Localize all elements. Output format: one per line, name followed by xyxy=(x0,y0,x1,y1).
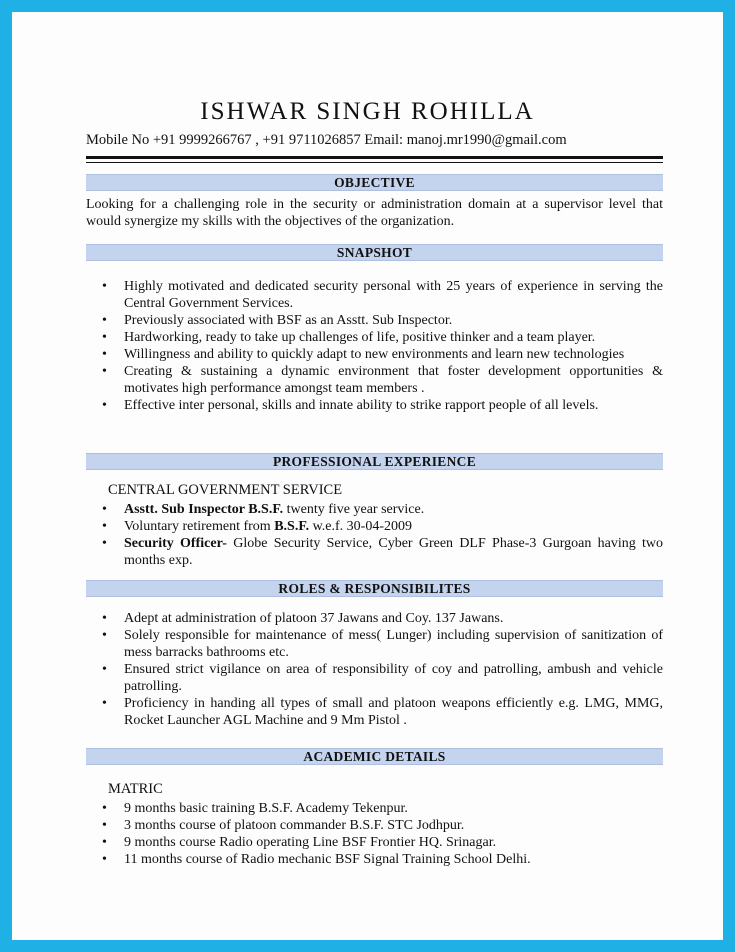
list-item: • Willingness and ability to quickly adapt to new environments and learn new technologies xyxy=(124,346,663,363)
academic-subheading: MATRIC xyxy=(108,781,163,797)
header-rule-thin xyxy=(86,162,663,163)
section-header-roles: ROLES & RESPONSIBILITES xyxy=(86,580,663,597)
list-item: • 11 months course of Radio mechanic BSF Signal Training School Delhi. xyxy=(124,851,663,868)
experience-org: B.S.F. xyxy=(274,519,310,534)
list-item: • 3 months course of platoon commander B.S.F. STC Jodhpur. xyxy=(124,817,663,834)
list-item: • Adept at administration of platoon 37 Jawans and Coy. 137 Jawans. xyxy=(124,610,663,627)
experience-prefix: Voluntary retirement from xyxy=(124,519,275,534)
list-item: • Highly motivated and dedicated security personal with 25 years of experience in serving the Central Government Services. xyxy=(124,278,663,312)
section-header-objective: OBJECTIVE xyxy=(86,174,663,191)
list-item xyxy=(124,518,663,535)
snapshot-list xyxy=(124,278,663,414)
list-item: • Solely responsible for maintenance of mess( Lunger) including supervision of sanitization of mess barracks bathrooms etc. xyxy=(124,627,663,661)
list-item: • Proficiency in handing all types of small and platoon weapons efficiently e.g. LMG, MMG, Rocket Launcher AGL Machine and 9 Mm Pistol . xyxy=(124,695,663,729)
list-item: • 9 months course Radio operating Line BSF Frontier HQ. Srinagar. xyxy=(124,834,663,851)
roles-list xyxy=(124,610,663,729)
list-item: • Effective inter personal, skills and innate ability to strike rapport people of all levels. xyxy=(124,397,663,414)
resume-page xyxy=(12,12,723,940)
candidate-name: ISHWAR SINGH ROHILLA xyxy=(200,98,535,125)
list-item: • Previously associated with BSF as an Asstt. Sub Inspector. xyxy=(124,312,663,329)
experience-role: Security Officer- xyxy=(124,536,227,551)
experience-list xyxy=(124,501,663,569)
list-item: • 9 months basic training B.S.F. Academy Tekenpur. xyxy=(124,800,663,817)
header-rule-thick xyxy=(86,156,663,159)
list-item: • Hardworking, ready to take up challenges of life, positive thinker and a team player. xyxy=(124,329,663,346)
section-header-academic: ACADEMIC DETAILS xyxy=(86,748,663,765)
list-item: • Creating & sustaining a dynamic environment that foster development opportunities & motivates high performance amongst team members . xyxy=(124,363,663,397)
experience-role: Asstt. Sub Inspector B.S.F. xyxy=(124,502,284,517)
list-item xyxy=(124,501,663,518)
academic-list xyxy=(124,800,663,868)
experience-detail: Globe Security Service, Cyber Green DLF Phase-3 Gurgoan having two months exp. xyxy=(124,536,664,568)
objective-text: Looking for a challenging role in the security or administration domain at a supervisor level that would synergize my skills with the objectives of the organization. xyxy=(86,197,663,229)
employer-name: CENTRAL GOVERNMENT SERVICE xyxy=(108,482,343,498)
contact-line: Mobile No +91 9999266767 , +91 9711026857 Email: manoj.mr1990@gmail.com xyxy=(86,132,567,148)
experience-detail: w.e.f. 30-04-2009 xyxy=(309,519,412,534)
section-header-experience: PROFESSIONAL EXPERIENCE xyxy=(86,453,663,470)
experience-detail: twenty five year service. xyxy=(283,502,425,517)
list-item xyxy=(124,535,663,569)
list-item: • Ensured strict vigilance on area of responsibility of coy and patrolling, ambush and vehicle patrolling. xyxy=(124,661,663,695)
section-header-snapshot: SNAPSHOT xyxy=(86,244,663,261)
